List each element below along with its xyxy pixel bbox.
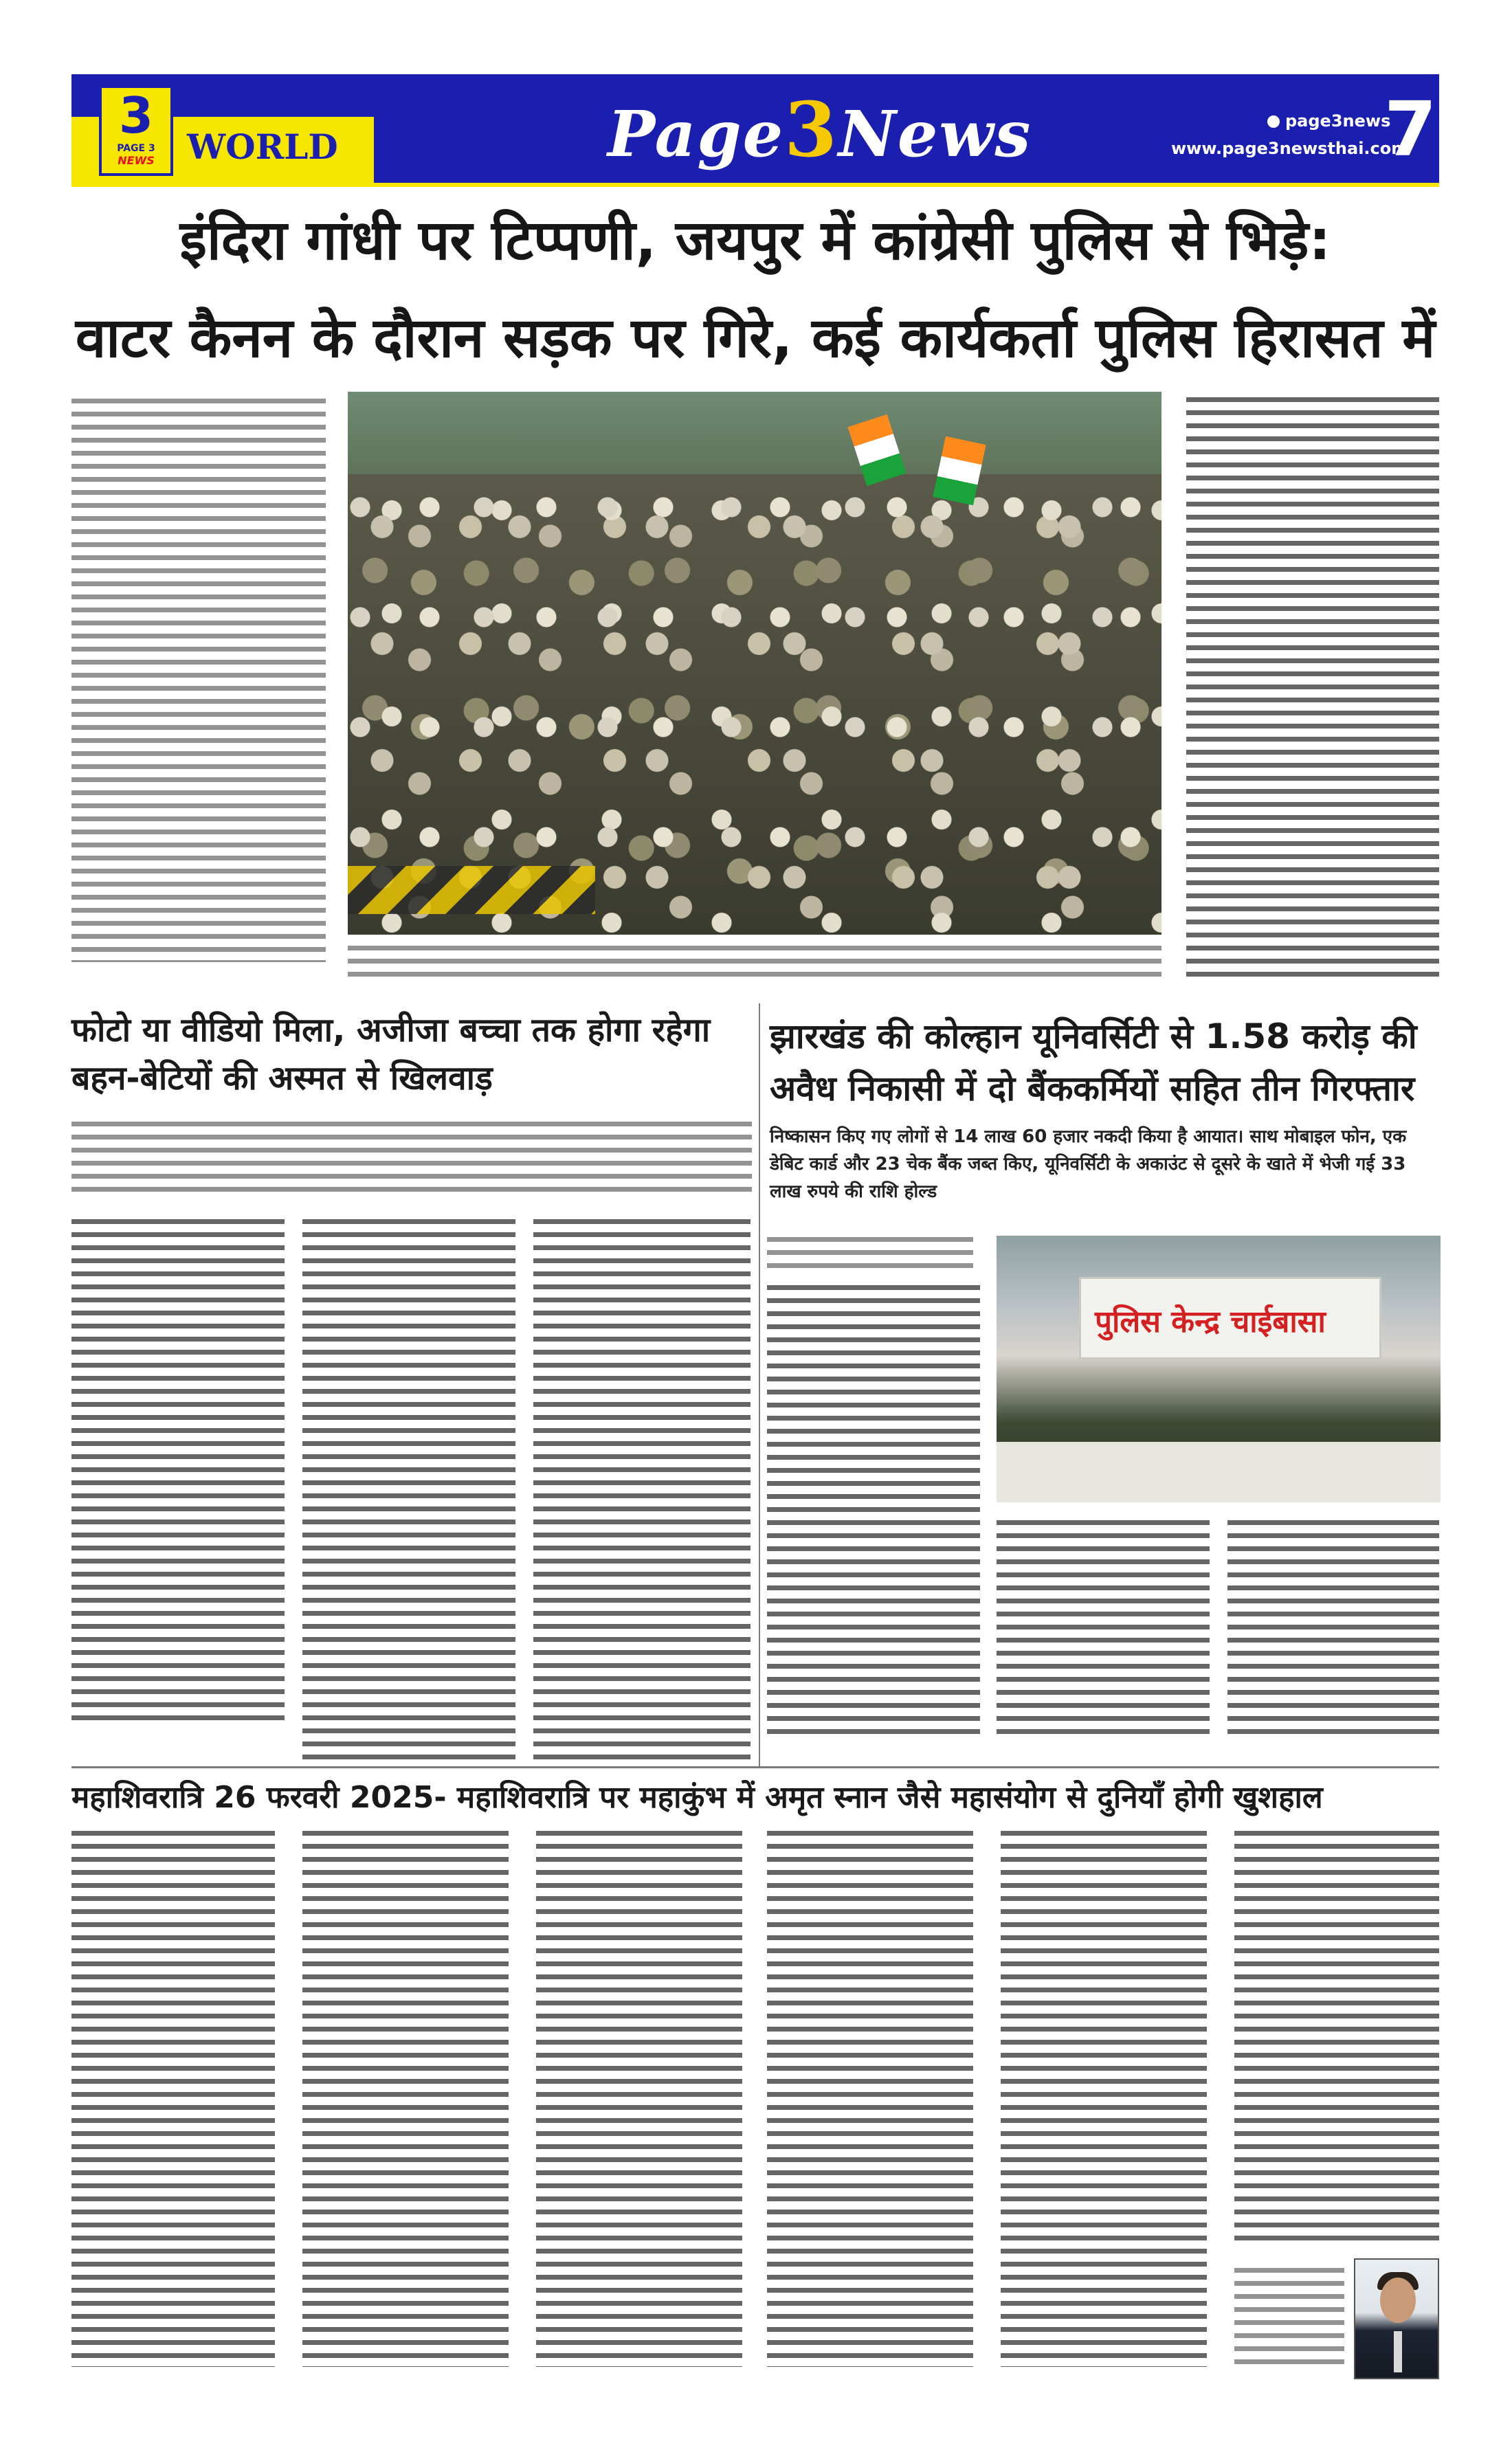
story-two-headline: फोटो या वीडियो मिला, अजीजा बच्चा तक होगा रहेगा बहन-बेटियों की अस्मत से खिलवाड़ — [71, 1011, 711, 1098]
logo-number: 3 — [118, 87, 154, 144]
story-four-column-5 — [1001, 1831, 1207, 2367]
author-portrait — [1354, 2258, 1439, 2379]
photo-table — [997, 1442, 1441, 1502]
story-three-column-1 — [767, 1285, 980, 1739]
brand-left: Page — [608, 97, 785, 171]
photo-barricade — [348, 866, 595, 914]
story-two-column-3 — [533, 1219, 751, 1762]
story-three-photo — [997, 1236, 1441, 1502]
story-two-column-2 — [302, 1219, 515, 1762]
story-three-byline — [767, 1237, 973, 1271]
brand-right: News — [838, 97, 1032, 171]
brand-logo[interactable] — [99, 85, 173, 176]
masthead — [71, 74, 1439, 187]
story-two-intro — [71, 1122, 752, 1196]
website-link[interactable]: www.page3newsthai.com — [1171, 139, 1409, 158]
lead-left-column — [71, 399, 326, 962]
social-icon — [1267, 115, 1280, 128]
story-three-column-3 — [1227, 1520, 1439, 1740]
story-three-column-2 — [997, 1520, 1210, 1740]
story-four-column-6 — [1234, 1831, 1439, 2243]
story-three-headline: झारखंड की कोल्हान यूनिवर्सिटी से 1.58 करोड़ की अवैध निकासी में दो बैंककर्मियों सहित तीन गिरफ्तार — [770, 1016, 1417, 1109]
author-credit — [1234, 2268, 1344, 2371]
story-four-column-2 — [302, 1831, 509, 2367]
logo-sub-page: PAGE 3 — [117, 143, 155, 154]
section-rule — [71, 1766, 1439, 1768]
page-number: 7 — [1384, 85, 1437, 173]
photo-banner — [1079, 1277, 1381, 1359]
social-handle[interactable] — [1267, 111, 1390, 131]
photo-banner-text: पुलिस केन्द्र चाईबासा — [1095, 1304, 1326, 1339]
story-three-deck: निष्कासन किए गए लोगों से 14 लाख 60 हजार नकदी किया है आयात। साथ मोबाइल फोन, एक डेबिट कार्ड और 23 चेक बैंक जब्त किए, यूनिवर्सिटी के अकाउंट से दूसरे के खाते में भेजी गई 33 लाख रुपये की राशि होल्ड — [770, 1126, 1407, 1202]
lead-right-column — [1186, 397, 1439, 983]
section-label: WORLD — [187, 126, 338, 167]
brand-three: 3 — [784, 85, 838, 174]
story-four-column-1 — [71, 1831, 275, 2367]
portrait-tie — [1394, 2331, 1402, 2372]
lead-photo — [348, 392, 1161, 935]
story-four-column-4 — [767, 1831, 973, 2367]
story-four-headline: महाशिवरात्रि 26 फरवरी 2025- महाशिवरात्रि पर महाकुंभ में अमृत स्नान जैसे महासंयोग से दुनियाँ होगी खुशहाल — [71, 1780, 1323, 1815]
logo-sub-news: NEWS — [118, 154, 155, 167]
portrait-face — [1380, 2278, 1416, 2323]
story-four-column-3 — [536, 1831, 742, 2367]
story-two-column-1 — [71, 1219, 285, 1721]
handle-text: page3news — [1285, 111, 1391, 131]
masthead-rule — [71, 183, 1439, 187]
lead-headline-line1: इंदिरा गांधी पर टिप्पणी, जयपुर में कांग्रेसी पुलिस से भिड़े: — [179, 208, 1331, 272]
brand-title[interactable] — [608, 85, 1032, 174]
lead-headline-line2: वाटर कैनन के दौरान सड़क पर गिरे, कई कार्यकर्ता पुलिस हिरासत में — [75, 306, 1436, 370]
column-divider — [759, 1003, 760, 1766]
lead-photo-caption — [348, 946, 1161, 984]
